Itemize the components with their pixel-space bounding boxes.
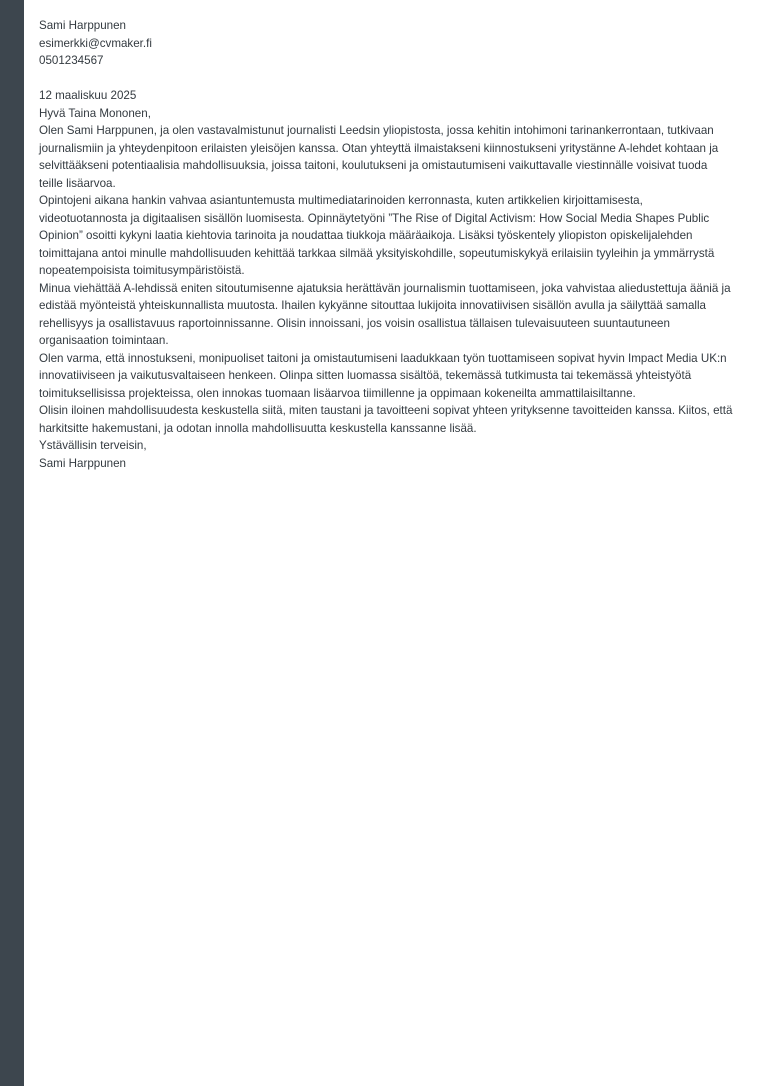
letter-body bbox=[39, 17, 733, 472]
paragraph: Olen Sami Harppunen, ja olen vastavalmistunut journalisti Leedsin yliopistosta, jossa kehitin intohimoni tarinankerrontaan, tutkivaan journalismiin ja yhteydenpitoon erilaisten yleisöjen kanssa. Otan yhteyttä ilmaistakseni kiinnostukseni yritystänne A-lehdet kohtaan ja selvittääkseni potentiaalisia mahdollisuuksia, joissa taitoni, koulutukseni ja omistautumiseni vaikuttavalle viestinnälle voisivat tuoda teille lisäarvoa. bbox=[39, 124, 719, 190]
sender-info bbox=[39, 17, 733, 70]
salutation: Hyvä Taina Mononen, bbox=[39, 106, 151, 120]
sender-phone: 0501234567 bbox=[39, 54, 104, 67]
sender-name: Sami Harppunen bbox=[39, 19, 127, 32]
sender-email: esimerkki@cvmaker.fi bbox=[39, 36, 152, 50]
letter-date: 12 maaliskuu 2025 bbox=[39, 89, 137, 102]
left-accent-bar bbox=[0, 0, 24, 1086]
paragraph: Opintojeni aikana hankin vahvaa asiantuntemusta multimediatarinoiden kerronnasta, kuten artikkelien kirjoittamisesta, videotuotannosta ja digitaalisen sisällön luomisesta. Opinnäytetyöni ”The Rise of Digital Activism: How Social Media Shapes Public Opinion” osoitti kykyni laatia kiehtovia tarinoita ja noudattaa tiukkoja määräaikoja. Lisäksi työskentely yliopiston opiskelijalehden toimittajana antoi minulle mahdollisuuden kehittää tarkkaa silmää yksityiskohdille, sopeutumiskykyä erilaisiin tyyleihin ja ymmärrystä nopeatempoisista toimitusympäristöistä. bbox=[39, 194, 715, 277]
paragraph: Olen varma, että innostukseni, monipuoliset taitoni ja omistautumiseni laadukkaan työn tuottamiseen sopivat hyvin Impact Media UK:n innovatiiviseen ja vaikutusvaltaiseen henkeen. Olinpa sitten luomassa sisältöä, tekemässä tutkimusta tai tekemässä yhteistyötä toimituksellisissa projekteissa, olen innokas tuomaan lisäarvoa tiimillenne ja oppimaan kokeneilta ammattilaisiltanne. bbox=[39, 351, 727, 400]
closing bbox=[39, 437, 733, 472]
signature-name: Sami Harppunen bbox=[39, 456, 127, 470]
closing-phrase: Ystävällisin terveisin, bbox=[39, 439, 147, 452]
paragraph: Minua viehättää A-lehdissä eniten sitoutumisenne ajatuksia herättävän journalismin tuottamiseen, joka vahvistaa aliedustettuja ääniä ja edistää myönteistä yhteiskunnallista muutosta. Ihailen kykyänne sitouttaa lukijoita innovatiivisen sisällön avulla ja säilyttää samalla rehellisyys ja osallistavuus raportoinnissanne. Olisin innoissani, jos voisin osallistua tällaisen tulevaisuuteen suuntautuneen organisaation toimintaan. bbox=[39, 281, 731, 347]
paragraph: Olisin iloinen mahdollisuudesta keskustella siitä, miten taustani ja tavoitteeni sopivat yhteen yrityksenne tavoitteiden kanssa. Kiitos, että harkitsitte hakemustani, ja odotan innolla mahdollisuutta keskustella kanssanne lisää. bbox=[39, 404, 733, 435]
